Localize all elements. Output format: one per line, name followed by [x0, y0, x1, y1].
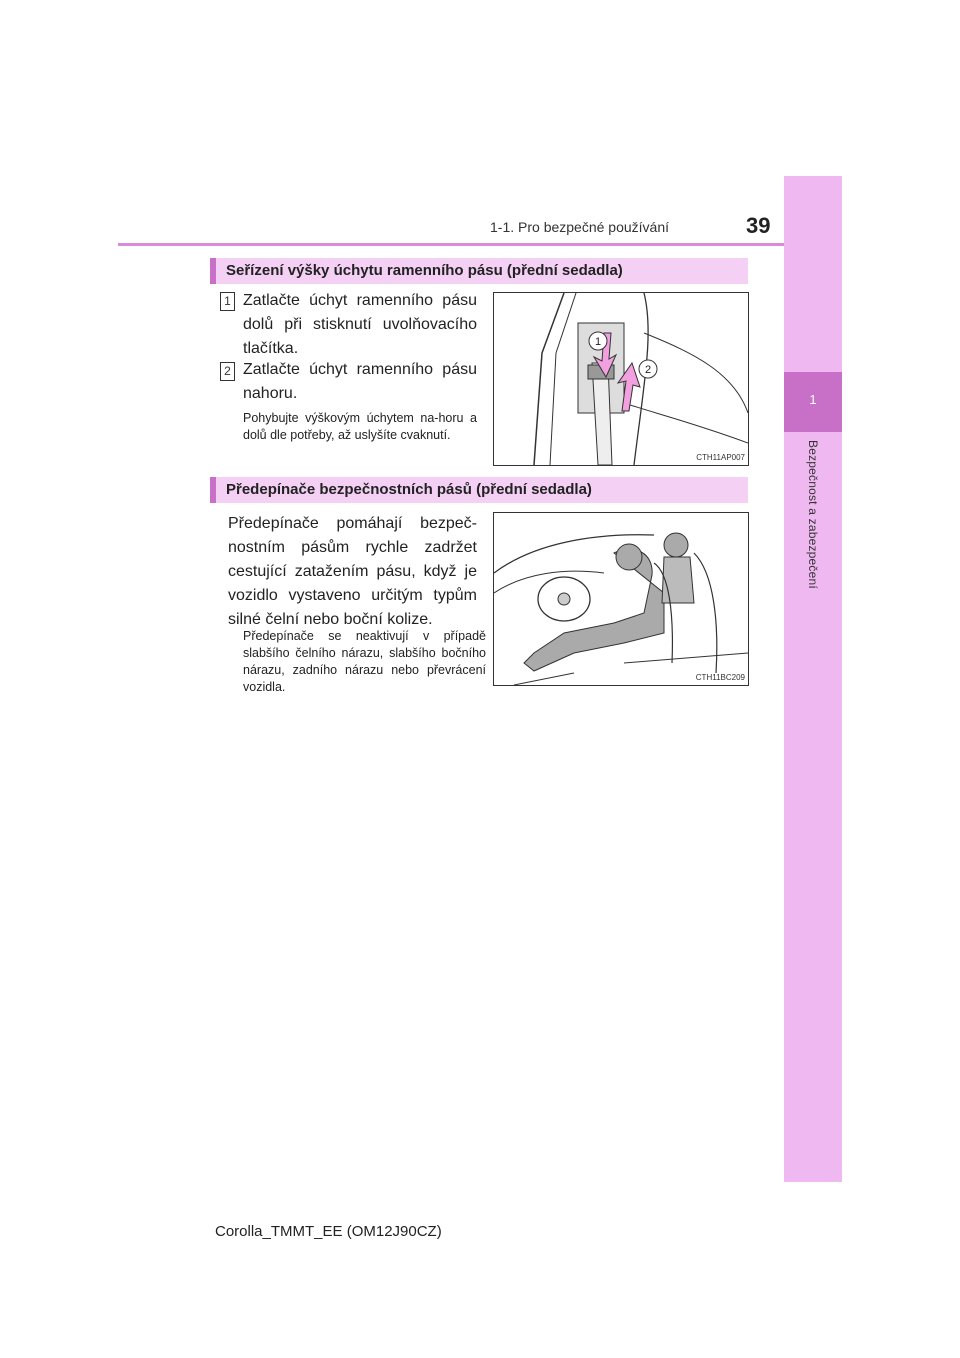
figure-code-2: CTH11BC209: [695, 673, 745, 682]
chapter-title: 1-1. Pro bezpečné používání: [490, 219, 670, 235]
shoulder-anchor-illustration: [494, 293, 748, 465]
header-rule: [118, 243, 842, 246]
step-badge-1: 1: [220, 292, 235, 311]
pretensioner-figure: [493, 512, 749, 686]
callout-2: 2: [644, 364, 652, 376]
chapter-name-vertical: [784, 440, 842, 700]
section-heading-pretensioners: Předepínače bezpečnostních pásů (přední sedadla): [210, 477, 748, 503]
section2-body: Předepínače pomáhají bezpeč-nostním pásům rychle zadržet cestující zatažením pásu, když je vozidlo vystaveno určitým typům silné čelní nebo boční kolize.: [228, 515, 477, 628]
manual-id-footer: Corolla_TMMT_EE (OM12J90CZ): [215, 1223, 442, 1240]
shoulder-anchor-figure: [493, 292, 749, 466]
step-text-2: Zatlačte úchyt ramenního pásu nahoru.: [243, 361, 477, 402]
section2-note: Předepínače se neaktivují v případě slabšího čelního nárazu, slabšího bočního nárazu, zadního nárazu nebo převrácení vozidla.: [243, 629, 486, 694]
figure-code-1: CTH11AP007: [696, 453, 745, 462]
chapter-name: Bezpečnost a zabezpečení: [806, 440, 820, 589]
step-badge-2: 2: [220, 362, 235, 381]
page-number: 39: [746, 213, 771, 238]
section-heading-shoulder-anchor: Seřízení výšky úchytu ramenního pásu (přední sedadla): [210, 258, 748, 284]
section1-note: Pohybujte výškovým úchytem na-horu a dolů dle potřeby, až uslyšíte cvaknutí.: [243, 411, 477, 442]
step-text-1: Zatlačte úchyt ramenního pásu dolů při stisknutí uvolňovacího tlačítka.: [243, 292, 477, 357]
pretensioner-illustration: [494, 513, 748, 685]
callout-1: 1: [594, 336, 602, 348]
chapter-number: 1: [809, 392, 817, 407]
